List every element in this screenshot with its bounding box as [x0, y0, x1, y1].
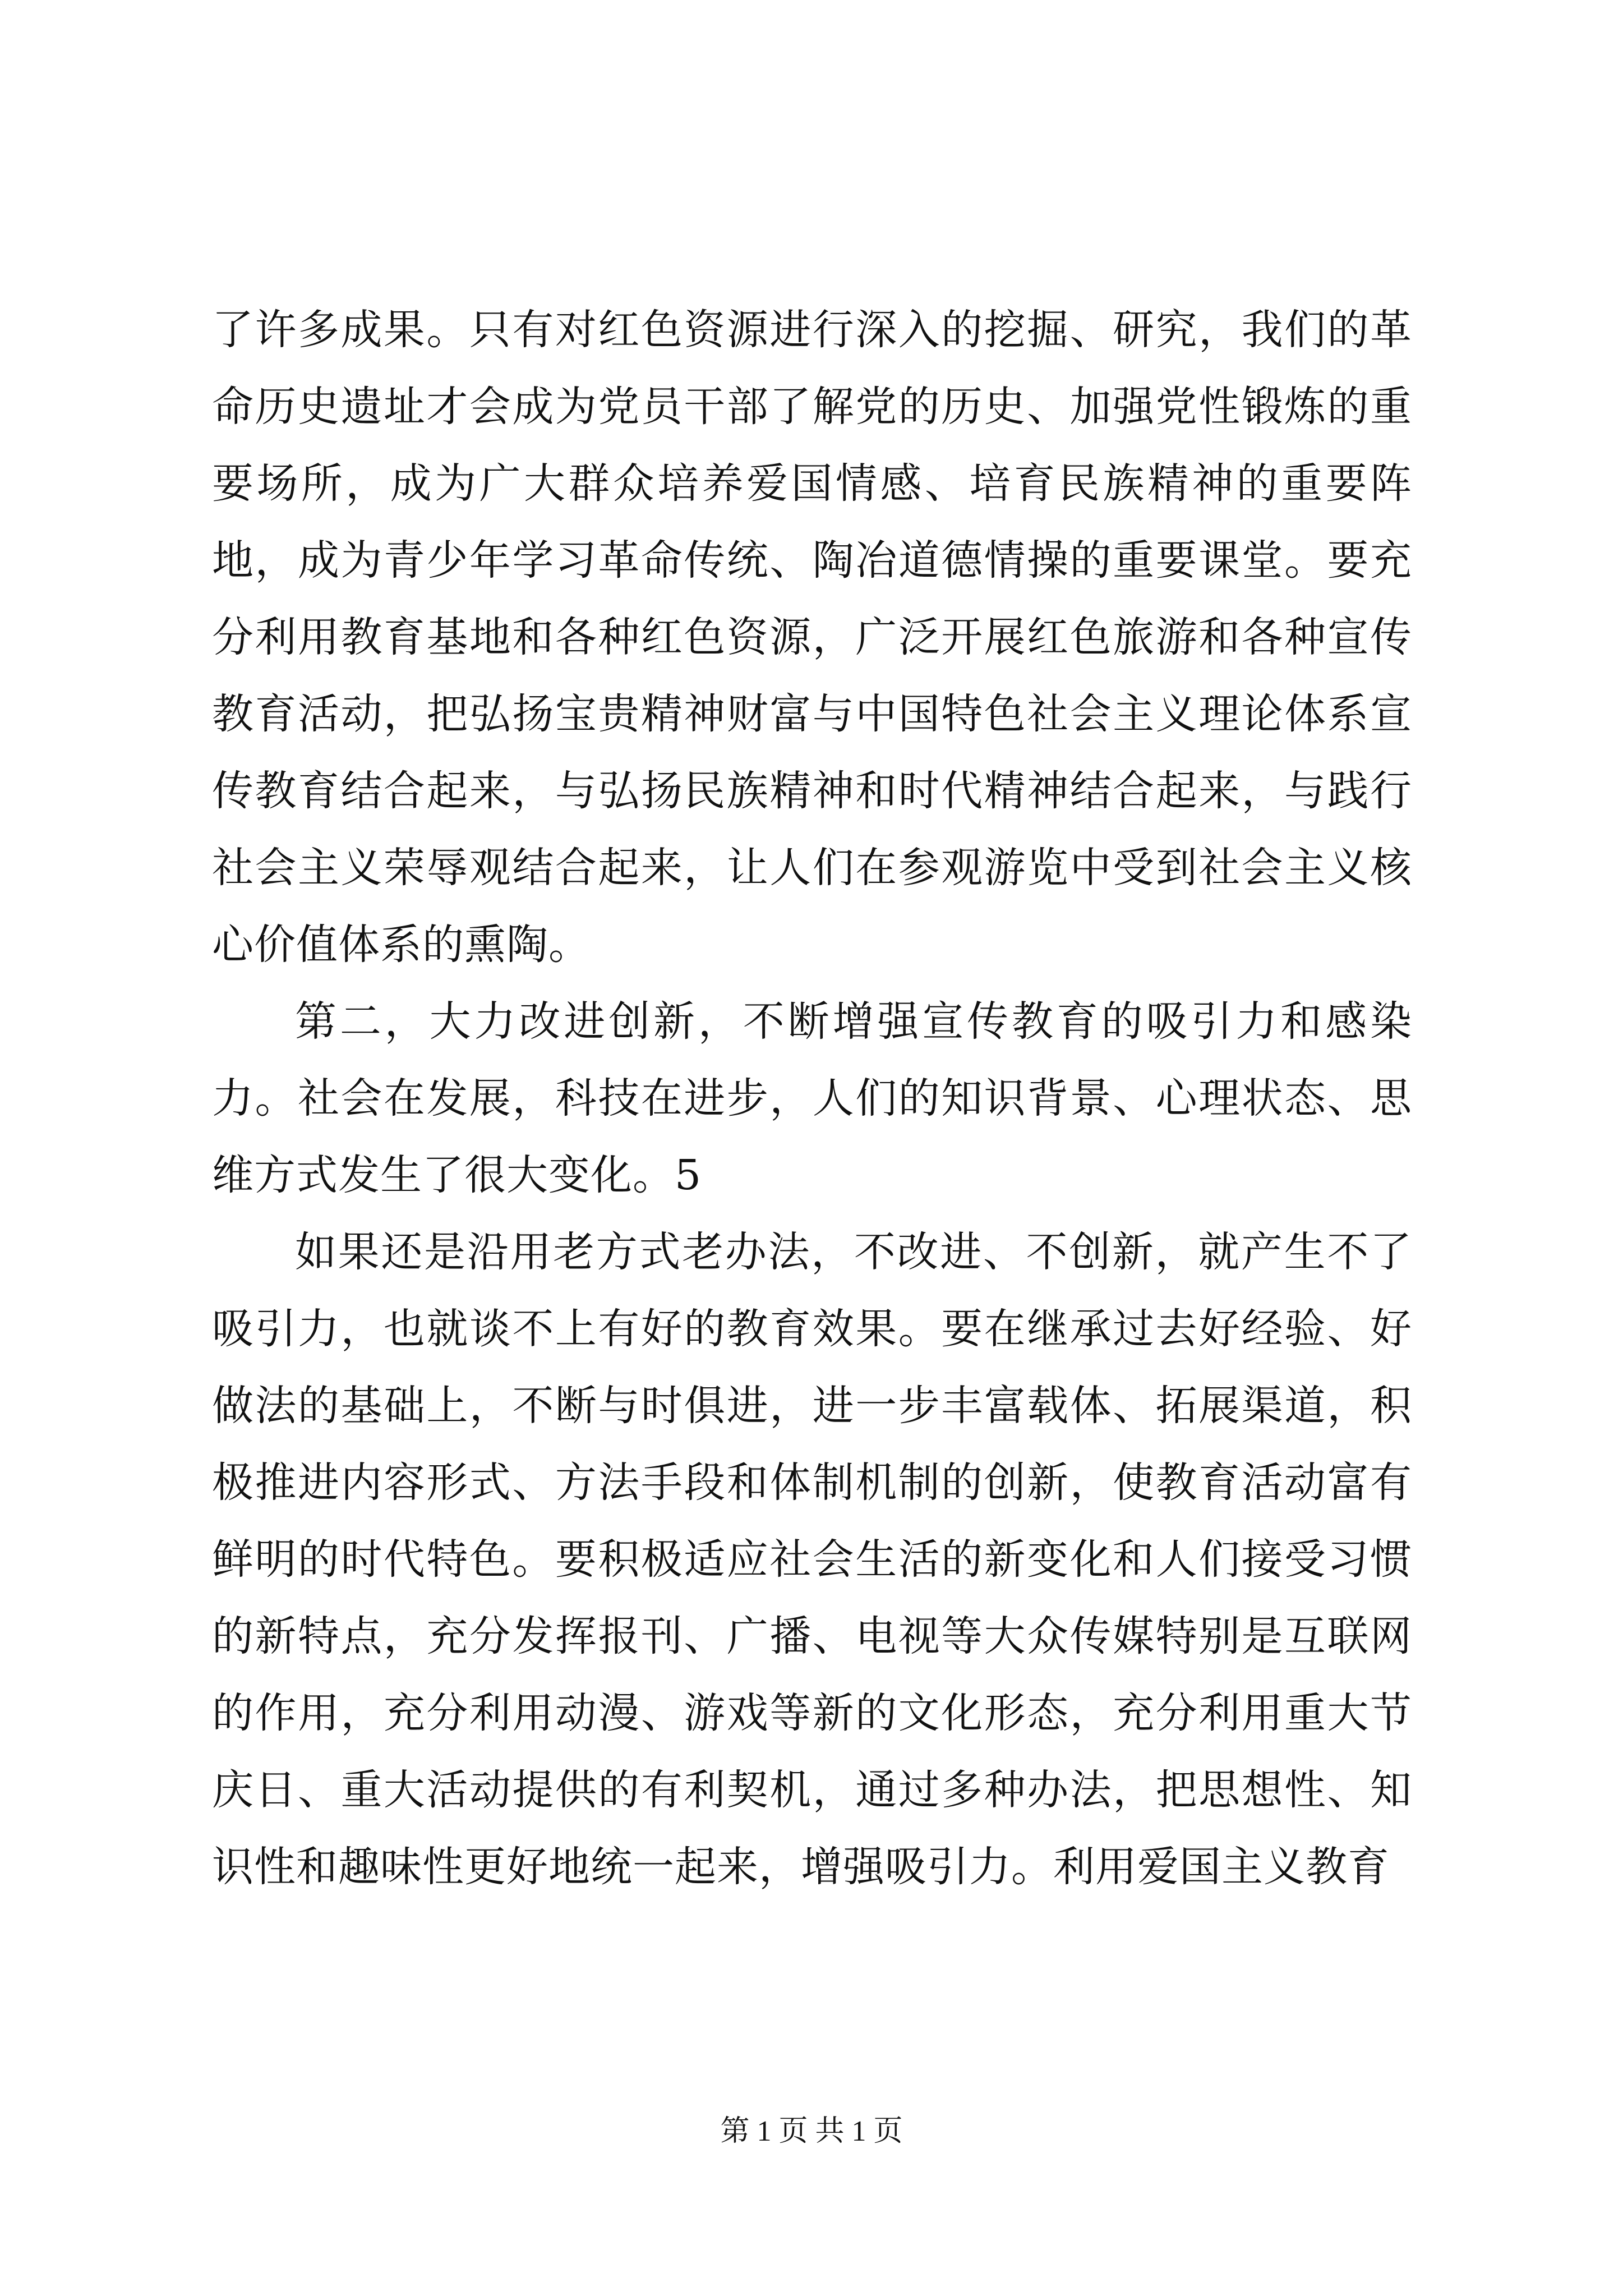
document-body [212, 292, 1412, 1906]
paragraph-2: 第二，大力改进创新，不断增强宣传教育的吸引力和感染力。社会在发展，科技在进步，人们的知识背景、心理状态、思维方式发生了很大变化。5 [212, 997, 1412, 1199]
paragraph-1: 了许多成果。只有对红色资源进行深入的挖掘、研究，我们的革命历史遗址才会成为党员干部了解党的历史、加强党性锻炼的重要场所，成为广大群众培养爱国情感、培育民族精神的重要阵地，成为青少年学习革命传统、陶冶道德情操的重要课堂。要充分利用教育基地和各种红色资源，广泛开展红色旅游和各种宣传教育活动，把弘扬宝贵精神财富与中国特色社会主义理论体系宣传教育结合起来，与弘扬民族精神和时代精神结合起来，与践行社会主义荣辱观结合起来，让人们在参观游览中受到社会主义核心价值体系的熏陶。 [212, 306, 1412, 969]
paragraph-3: 如果还是沿用老方式老办法，不改进、不创新，就产生不了吸引力，也就谈不上有好的教育效果。要在继承过去好经验、好做法的基础上，不断与时俱进，进一步丰富载体、拓展渠道，积极推进内容形式、方法手段和体制机制的创新，使教育活动富有鲜明的时代特色。要积极适应社会生活的新变化和人们接受习惯的新特点，充分发挥报刊、广播、电视等大众传媒特别是互联网的作用，充分利用动漫、游戏等新的文化形态，充分利用重大节庆日、重大活动提供的有利契机，通过多种办法，把思想性、知识性和趣味性更好地统一起来，增强吸引力。利用爱国主义教育 [212, 1228, 1412, 1891]
page-number-footer: 第 1 页 共 1 页 [720, 2115, 903, 2147]
